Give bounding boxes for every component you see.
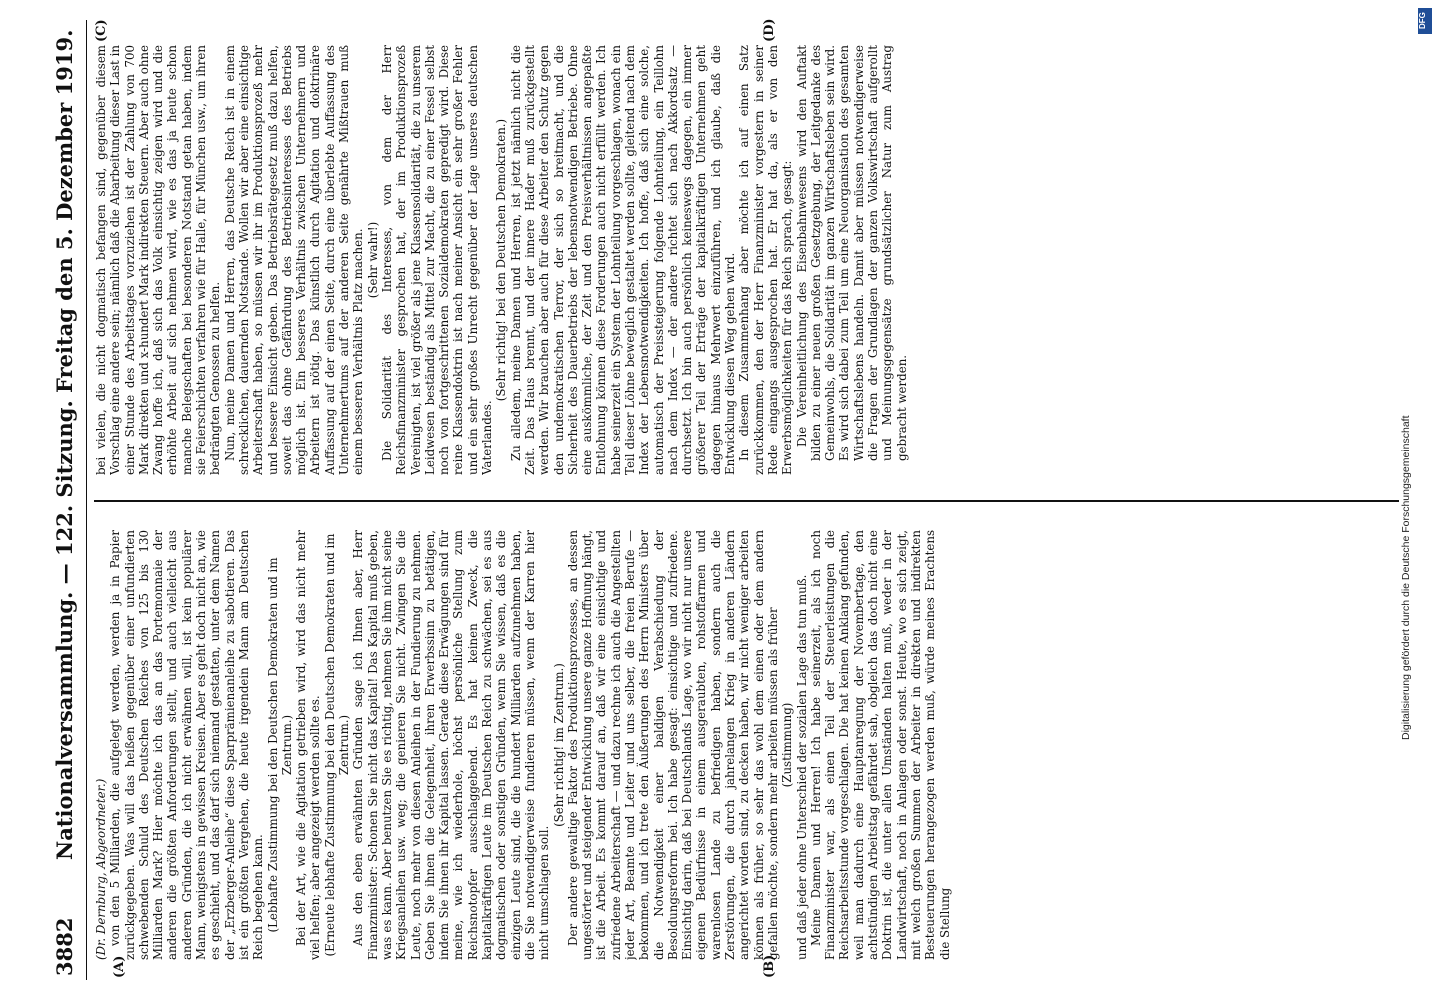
paragraph: Der andere gewaltige Faktor des Produktionsprozesses, an dessen ungestörter und steigender Entwicklung unsere ganze Hoffnung hängt, ist die Arbeit. Es kommt darauf an, daß wir eine einsichtige und zufriedene Arbeiterschaft — und dazu rechne ich auch die Angestellten jeder Art, Beamte und Leiter und uns selber, die freien Berufe — bekommen, und ich trete den Äußerungen des Herrn Ministers über die Notwendigkeit einer baldigen Verabschiedung der Besoldungsreform bei. Ich habe gesagt: einsichtige und zufriedene. Einsichtig darin, daß bei Deutschlands Lage, wo wir nicht nur unsere eigenen Bedürfnisse in einem ausgeraubten, rohstoffarmen und warenlosen Lande zu befriedigen haben, sondern auch die Zerstörungen, die durch jahrelangen Krieg in anderen Ländern angerichtet worden sind, zu decken haben, wir nicht weniger arbeiten können als früher, so sehr das wohl dem einen oder dem andern gefallen möchte, sondern mehr arbeiten müssen als früher <box>565 530 780 960</box>
interjection: (Zustimmung) <box>780 702 795 788</box>
right-column <box>94 45 1404 475</box>
paragraph: bei vielen, die nicht dogmatisch befangen sind, gegenüber diesem Vorschlag eine andere sein; nämlich daß die Abarbeitung dieser Last in einer Stunde des Arbeitstages vorzuziehen ist der Zahlung von 700 Mark direkten und x-hundert Mark indirekten Steuern. Aber auch ohne Zwang hoffe ich, daß sich das Volk einsichtig zeigen wird und die erhöhte Arbeit auf sich nehmen wird, wie es das ja heute schon manche Belegschaften bei besonderen Notstand getan haben, indem sie Feierschichten verfahren wie für Halle, für München usw., um ihren bedrängten Genossen zu helfen. <box>94 45 223 475</box>
paragraph: Meine Damen und Herren! Ich habe seinerzeit, als ich noch Finanzminister war, als einen Teil der Steuerleistungen die Reichsarbeitsstunde vorgeschlagen. Die hat keinen Anklang gefunden, weil man dadurch eine Hauptanregung der Novembertage, den achtstündigen Arbeitstag gefährdet sah, obgleich das doch nicht eine Doktrin ist, die unter allen Umständen halten muß, weder in der Landwirtschaft, noch in Anlagen oder sonst. Heute, wo es sich zeigt, mit welch großen Summen der Arbeiter in direkten und indirekten Besteuerungen herangezogen werden muß, würde meines Erachtens die Stellung <box>808 530 952 960</box>
paragraph: Zu alledem, meine Damen und Herren, ist jetzt nämlich nicht die Zeit. Das Haus brennt, und der innere Hader muß zurückgestellt werden. Wir brauchen aber auch für diese Arbeiter den Schutz gegen den undemokratischen Terror, der sich so breitmacht, und die Sicherheit des Dauerbetriebs der lebensnotwendigen Betriebe. Ohne eine auskömmliche, der Zeit und den Preisverhältnissen angepaßte Entlohnung können diese Forderungen auch nicht erfüllt werden. Ich habe seinerzeit ein System der Lohnteilung vorgeschlagen, wonach ein Teil dieser Löhne beweglich gestaltet werden sollte, gleitend nach dem Index der Lebensnotwendigkeiten. Ich hoffe, daß sich eine solche, automatisch der Preissteigerung folgende Lohnteilung, ein Teillohn nach dem Index — der andere richtet sich nach Akkordsatz — durchsetzt. Ich bin auch persönlich keineswegs dagegen, ein immer größerer Teil der Erträge der kapitalkräftigen Unternehmen geht dagegen hinaus Mehrwert einzuführen, und ich glaube, daß die Entwicklung diesen Weg gehen wird. <box>508 45 738 475</box>
interjection: (Lebhafte Zustimmung bei den Deutschen Demokraten und im Zentrum.) <box>265 557 294 933</box>
margin-letter-a: (A) <box>112 955 127 978</box>
dfg-logo: DFG <box>1418 8 1432 34</box>
sidebar-note <box>1400 40 1420 740</box>
paragraph: Aus den eben erwähnten Gründen sage ich Ihnen aber, Herr Finanzminister: Schonen Sie nicht das Kapital! Das Kapital muß geben, was es kann. Aber benutzen Sie es richtig, nehmen Sie ihm nicht seine Kriegsanleihen usw. weg; die genieren Sie nicht. Zwingen Sie die Leute, noch mehr von diesen Anleihen in der Fundierung zu nehmen. Geben Sie ihnen die Gelegenheit, ihren Erwerbssinn zu betätigen, indem Sie ihnen ihr Kapital lassen. Gerade diese Erwägungen sind für meine, wie ich wiederhole, höchst persönliche Stellung zum Reichsnotopfer ausschlaggebend. Es hat keinen Zweck, die kapitalkräftigen Leute im Deutschen Reich zu schwächen, sei es aus dogmatischen oder sonstigen Gründen, wenn Sie wissen, daß es die einzigen Leute sind, die die hundert Milliarden aufzunehmen haben, die Sie notwendigerweise fundieren müssen, wenn der Karren hier nicht umschlagen soll. <box>351 530 552 960</box>
interjection: (Sehr wahr!) <box>365 221 380 299</box>
paragraph: Bei der Art, wie die Agitation getrieben wird, wird das nicht mehr viel helfen; aber angezeigt werden sollte es. <box>294 530 323 960</box>
page-number: 3882 <box>52 917 77 976</box>
interjection: (Erneute lebhafte Zustimmung bei den Deutschen Demokraten und im Zentrum.) <box>322 533 352 957</box>
funding-note: Digitalisierung gefördert durch die Deutsche Forschungsgemeinschaft <box>1400 415 1412 740</box>
paragraph: von den 5 Milliarden, die aufgelegt werden, werden ja in Papier zurückgegeben. Was will das heißen gegenüber einer unfundierten schwebenden Schuld des Deutschen Reiches von 125 bis 130 Milliarden Mark? Hier möchte ich das an das Portemonnaie der anderen die größten Anforderungen stellt, und auch vielleicht aus anderen Gründen, die ich nicht erwähnen will, ist kein populärer Mann, wenigstens in gewissen Kreisen. Aber es geht doch nicht an, wie es geschieht, und das darf sich niemand gestatten, unter dem Namen der „Erzberger-Anleihe“ diese Sparprämienanleihe zu sabotieren. Das ist ein größten Vergehen, die heute irgendein Mann am Deutschen Reich begehen kann. <box>108 530 266 960</box>
paragraph: und daß jeder ohne Unterschied der sozialen Lage das tun muß. <box>794 574 809 960</box>
column-divider <box>94 501 1399 503</box>
paragraph: Die Solidarität des Interesses, von dem der Herr Reichsfinanzminister gesprochen hat, der im Produktionsprozeß Vereinigten, ist viel größer als jene Klassensolidarität, die zu unserem Leidwesen beständig als Mittel zur Macht, die zu einer Fessel selbst noch von fortgeschrittenen Sozialdemokraten gepredigt wird. Diese reine Klassendoktrin ist nach meiner Ansicht ein sehr großer Fehler und ein sehr großes Unrecht gegenüber der Lage unseres deutschen Vaterlandes. <box>379 45 495 475</box>
page-header <box>42 20 87 980</box>
left-column <box>94 530 1404 960</box>
quotation: Die Vereinheitlichung des Eisenbahnwesens wird den Auftakt bilden zu einer neuen großen Gesetzgebung, der Leitgedanke des Gemeinwohls, die Solidarität im ganzen Wirtschaftsleben sein wird. Es wird sich dabei zum Teil um eine Neuorganisation des gesamten Wirtschaftslebens handeln. Damit aber müssen notwendigerweise die Fragen der Grundlagen der ganzen Volkswirtschaft aufgerollt und Meinungsgegensätze grundsätzlicher Natur zum Austrag gebracht werden. <box>794 45 909 461</box>
rotated-page <box>42 20 1412 980</box>
paragraph: In diesem Zusammenhang aber möchte ich auf einen Satz zurückkommen, den der Herr Finanzminister vorgestern in seiner Rede eingangs ausgesprochen hat. Er hat da, als er von den Erwerbsmöglichkeiten für das Reich sprach, gesagt: <box>737 45 795 475</box>
interjection: (Sehr richtig! bei den Deutschen Demokraten.) <box>494 118 509 402</box>
page-title: Nationalversammlung. — 122. Sitzung. Freitag den 5. Dezember 1919. <box>52 29 77 860</box>
speaker-line: (Dr. Dernburg, Abgeordneter.) <box>94 778 108 960</box>
interjection: (Sehr richtig! im Zentrum.) <box>551 663 566 827</box>
paragraph: Nun, meine Damen und Herren, das Deutsche Reich ist in einem schrecklichen, dauernden Notstande. Wollen wir aber eine einsichtige Arbeiterschaft haben, so müssen wir ihr im Produktionsprozeß mehr und bessere Einsicht geben. Das Betriebsrätegesetz muß dazu helfen, soweit das ohne Gefährdung des Betriebsinteresses des Betriebs möglich ist. Ein besseres Verhältnis zwischen Unternehmern und Arbeitern ist nötig. Das künstlich durch Agitation und doktrinäre Auffassung auf der einen Seite, durch eine überlebte Auffassung des Unternehmertums auf der anderen Seite genährte Mißtrauen muß einem besseren Verhältnis Platz machen. <box>222 45 366 475</box>
margin-letter-d: (D) <box>762 18 777 42</box>
margin-letter-c: (C) <box>94 19 109 42</box>
margin-letter-b: (B) <box>762 954 777 978</box>
